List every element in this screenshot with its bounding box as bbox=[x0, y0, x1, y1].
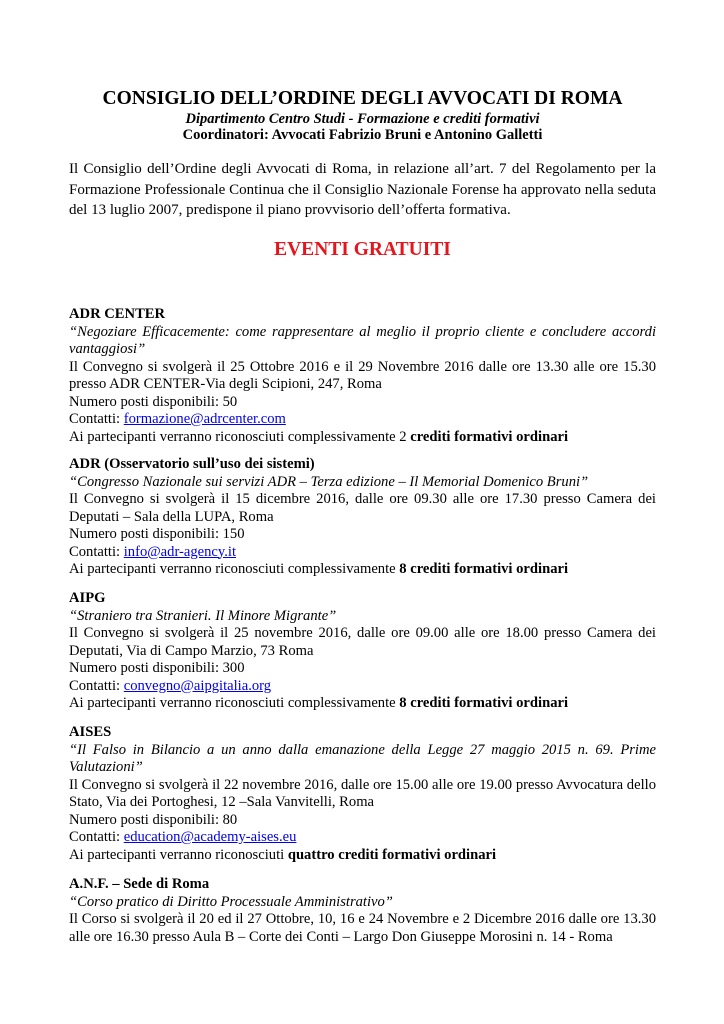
event-description: Il Convegno si svolgerà il 22 novembre 2016, dalle ore 15.00 alle ore 19.00 presso Avvocatura dello Stato, Via dei Portoghesi, 12 –Sala Vanvitelli, Roma bbox=[69, 776, 656, 810]
credits-text: Ai partecipanti verranno riconosciuti bbox=[69, 846, 288, 863]
event-subtitle: “Straniero tra Stranieri. Il Minore Migrante” bbox=[69, 607, 337, 624]
contacts-label: Contatti: bbox=[69, 829, 124, 845]
credits-text: Ai partecipanti verranno riconosciuti complessivamente bbox=[69, 561, 400, 577]
event-adr-center bbox=[69, 306, 656, 446]
event-description: Il Convegno si svolgerà il 15 dicembre 2016, dalle ore 09.30 alle ore 17.30 presso Camera dei Deputati – Sala della LUPA, Roma bbox=[69, 491, 656, 525]
event-seats: Numero posti disponibili: 300 bbox=[69, 660, 245, 676]
credits-bold: quattro crediti formativi ordinari bbox=[287, 846, 497, 863]
event-contacts bbox=[69, 678, 656, 696]
intro-paragraph: Il Consiglio dell’Ordine degli Avvocati di Roma, in relazione all’art. 7 del Regolamento per la Formazione Professionale Continua che il Consiglio Nazionale Forense ha approvato nella seduta del 13 luglio 2007, predispone il piano provvisorio dell’offerta formativa. bbox=[69, 161, 656, 218]
document-title: CONSIGLIO DELL’ORDINE DEGLI AVVOCATI DI ROMA bbox=[102, 88, 623, 109]
event-title: A.N.F. – Sede di Roma bbox=[69, 876, 210, 892]
event-description: Il Convegno si svolgerà il 25 novembre 2016, dalle ore 09.00 alle ore 18.00 presso Camera dei Deputati, Via di Campo Marzio, 73 Roma bbox=[69, 625, 656, 659]
contacts-label: Contatti: bbox=[69, 677, 124, 694]
credits-bold: 8 crediti formativi ordinari bbox=[399, 695, 569, 711]
event-anf-roma bbox=[69, 876, 656, 946]
event-credits bbox=[69, 695, 656, 713]
events-heading: EVENTI GRATUITI bbox=[274, 239, 451, 260]
event-contacts bbox=[69, 829, 656, 847]
email-link[interactable]: education@academy-aises.eu bbox=[123, 829, 297, 845]
email-link[interactable]: info@adr-agency.it bbox=[123, 543, 237, 560]
contacts-label: Contatti: bbox=[69, 543, 124, 560]
event-contacts bbox=[69, 544, 656, 562]
event-credits bbox=[69, 561, 656, 579]
credits-text: Ai partecipanti verranno riconosciuti complessivamente 2 bbox=[69, 428, 411, 445]
event-subtitle: “Congresso Nazionale sui servizi ADR – Terza edizione – Il Memorial Domenico Bruni” bbox=[69, 473, 589, 490]
event-description: Il Corso si svolgerà il 20 ed il 27 Ottobre, 10, 16 e 24 Novembre e 2 Dicembre 2016 dalle ore 13.30 alle ore 16.30 presso Aula B – Corte dei Conti – Largo Don Giuseppe Morosini n. 14 - Roma bbox=[69, 911, 656, 945]
credits-bold: 8 crediti formativi ordinari bbox=[399, 561, 569, 577]
email-link[interactable]: formazione@adrcenter.com bbox=[123, 411, 286, 427]
event-subtitle: “Corso pratico di Diritto Processuale Amministrativo” bbox=[69, 893, 393, 910]
event-description: Il Convegno si svolgerà il 25 Ottobre 2016 e il 29 Novembre 2016 dalle ore 13.30 alle ore 15.30 presso ADR CENTER-Via degli Scipioni, 247, Roma bbox=[69, 358, 656, 392]
event-title: AISES bbox=[69, 724, 112, 740]
event-aises bbox=[69, 724, 656, 864]
event-subtitle: “Negoziare Efficacemente: come rappresentare al meglio il proprio cliente e concludere accordi vantaggiosi” bbox=[69, 323, 656, 357]
event-subtitle: “Il Falso in Bilancio a un anno dalla emanazione della Legge 27 maggio 2015 n. 69. Prime Valutazioni” bbox=[69, 741, 656, 775]
coordinators-line: Coordinatori: Avvocati Fabrizio Bruni e Antonino Galletti bbox=[182, 127, 543, 143]
event-credits bbox=[69, 429, 656, 447]
event-aipg bbox=[69, 590, 656, 713]
contacts-label: Contatti: bbox=[69, 411, 124, 427]
credits-text: Ai partecipanti verranno riconosciuti complessivamente bbox=[69, 695, 400, 711]
credits-bold: crediti formativi ordinari bbox=[410, 428, 569, 445]
event-title: AIPG bbox=[69, 590, 106, 606]
event-contacts bbox=[69, 411, 656, 429]
event-title: ADR CENTER bbox=[69, 306, 166, 322]
event-title: ADR (Osservatorio sull’uso dei sistemi) bbox=[69, 456, 315, 472]
event-credits bbox=[69, 847, 656, 865]
department-subtitle: Dipartimento Centro Studi - Formazione e crediti formativi bbox=[185, 111, 540, 127]
event-adr-osservatorio bbox=[69, 456, 656, 579]
event-seats: Numero posti disponibili: 80 bbox=[69, 811, 238, 828]
email-link[interactable]: convegno@aipgitalia.org bbox=[123, 677, 272, 694]
event-seats: Numero posti disponibili: 150 bbox=[69, 526, 245, 542]
event-seats: Numero posti disponibili: 50 bbox=[69, 393, 238, 410]
